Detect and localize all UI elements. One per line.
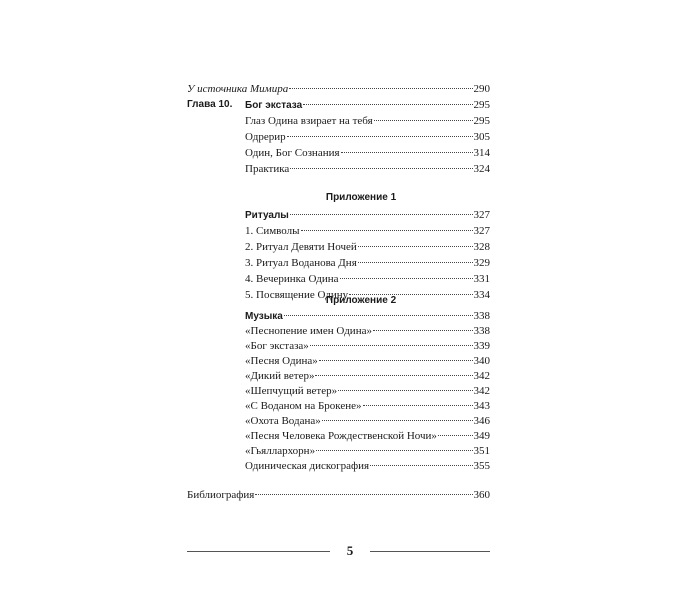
- dot-leader: [341, 152, 473, 153]
- dot-leader: [316, 450, 472, 451]
- toc-entry-label: «Охота Водана»: [245, 415, 321, 427]
- toc-entry: [245, 256, 490, 270]
- toc-entry-label: 2. Ритуал Девяти Ночей: [245, 241, 357, 253]
- toc-entry: [245, 114, 490, 128]
- toc-entry-page: 351: [473, 445, 490, 457]
- toc-entry-label: 1. Символы: [245, 225, 300, 237]
- dot-leader: [438, 435, 473, 436]
- toc-entry: [245, 414, 490, 428]
- toc-entry-page: 295: [473, 99, 490, 111]
- dot-leader: [255, 494, 472, 495]
- toc-entry-label: Глаз Одина взирает на тебя: [245, 115, 373, 127]
- toc-entry: [245, 384, 490, 398]
- toc-entry-page: 355: [473, 460, 490, 472]
- dot-leader: [301, 230, 473, 231]
- toc-entry-label: «Дикий ветер»: [245, 370, 315, 382]
- dot-leader: [358, 246, 473, 247]
- dot-leader: [310, 345, 473, 346]
- toc-entry-label: «С Воданом на Брокене»: [245, 400, 362, 412]
- toc-entry: [245, 272, 490, 286]
- toc-entry-page: 328: [473, 241, 490, 253]
- toc-entry: [245, 369, 490, 383]
- toc-entry-page: 338: [473, 310, 490, 322]
- toc-entry-page: 290: [473, 83, 490, 95]
- dot-leader: [373, 330, 473, 331]
- toc-entry-page: 346: [473, 415, 490, 427]
- toc-entry-label: Практика: [245, 163, 290, 175]
- toc-entry-label: Ритуалы: [245, 210, 289, 221]
- toc-entry-page: 327: [473, 225, 490, 237]
- toc-entry-page: 327: [473, 209, 490, 221]
- toc-entry: [245, 146, 490, 160]
- footer-rule-left: [187, 551, 330, 552]
- toc-entry-label: Одрерир: [245, 131, 286, 143]
- footer-rule-right: [370, 551, 490, 552]
- toc-entry-label: Один, Бог Сознания: [245, 147, 340, 159]
- toc-entry-page: 342: [473, 385, 490, 397]
- toc-entry-page: 305: [473, 131, 490, 143]
- toc-entry-label: «Песня Одина»: [245, 355, 318, 367]
- toc-entry-page: 324: [473, 163, 490, 175]
- toc-entry-page: 339: [473, 340, 490, 352]
- toc-entry-mimir: [187, 82, 490, 96]
- toc-entry-page: 329: [473, 257, 490, 269]
- toc-entry-page: 349: [473, 430, 490, 442]
- toc-entry: [245, 224, 490, 238]
- toc-entry-page: 314: [473, 147, 490, 159]
- toc-entry: [245, 429, 490, 443]
- dot-leader: [284, 315, 473, 316]
- toc-entry: [245, 459, 490, 473]
- toc-entry: [245, 444, 490, 458]
- dot-leader: [315, 375, 472, 376]
- toc-entry-label: Одиническая дискография: [245, 460, 370, 472]
- toc-entry-label: 5. Посвящение Одину: [245, 289, 349, 301]
- dot-leader: [338, 390, 472, 391]
- dot-leader: [290, 214, 473, 215]
- dot-leader: [358, 262, 473, 263]
- dot-leader: [303, 104, 472, 105]
- toc-section-rituals: [245, 208, 490, 222]
- toc-entry: [245, 240, 490, 254]
- toc-entry-page: 295: [473, 115, 490, 127]
- toc-entry: [245, 162, 490, 176]
- toc-entry-page: 338: [473, 325, 490, 337]
- dot-leader: [289, 88, 472, 89]
- toc-entry-label: Музыка: [245, 311, 283, 322]
- toc-entry-label: 3. Ритуал Воданова Дня: [245, 257, 357, 269]
- toc-entry-label: «Бог экстаза»: [245, 340, 309, 352]
- dot-leader: [290, 168, 472, 169]
- toc-entry-page: 331: [473, 273, 490, 285]
- toc-entry-page: 360: [473, 489, 490, 501]
- toc-entry-label: «Песнопение имен Одина»: [245, 325, 372, 337]
- toc-entry-page: 340: [473, 355, 490, 367]
- dot-leader: [322, 420, 473, 421]
- appendix-2-heading: Приложение 2: [325, 295, 397, 306]
- toc-entry-label: 4. Вечеринка Одина: [245, 273, 339, 285]
- toc-entry-page: 334: [473, 289, 490, 301]
- toc-entry-page: 342: [473, 370, 490, 382]
- toc-entry: [245, 399, 490, 413]
- toc-entry-label: Библиография: [187, 489, 255, 501]
- dot-leader: [374, 120, 473, 121]
- dot-leader: [287, 136, 473, 137]
- toc-entry: [245, 130, 490, 144]
- toc-entry-page: 343: [473, 400, 490, 412]
- toc-entry-label: «Песня Человека Рождественской Ночи»: [245, 430, 437, 442]
- dot-leader: [363, 405, 473, 406]
- appendix-1-heading: Приложение 1: [325, 192, 397, 203]
- toc-entry: [245, 339, 490, 353]
- toc-entry-label: «Шепчущий ветер»: [245, 385, 338, 397]
- toc-entry-bibliography: [187, 488, 490, 502]
- dot-leader: [370, 465, 472, 466]
- toc-entry-label: «Гьяллархорн»: [245, 445, 316, 457]
- toc-entry-label: Бог экстаза: [245, 100, 303, 111]
- toc-entry: [245, 354, 490, 368]
- toc-entry: [245, 324, 490, 338]
- chapter-number: Глава 10.: [187, 99, 233, 110]
- toc-entry-label: У источника Мимира: [187, 83, 289, 95]
- toc-entry-chapter-10: [245, 98, 490, 112]
- toc-section-music: [245, 309, 490, 323]
- dot-leader: [319, 360, 473, 361]
- page-number: 5: [346, 543, 354, 558]
- dot-leader: [340, 278, 473, 279]
